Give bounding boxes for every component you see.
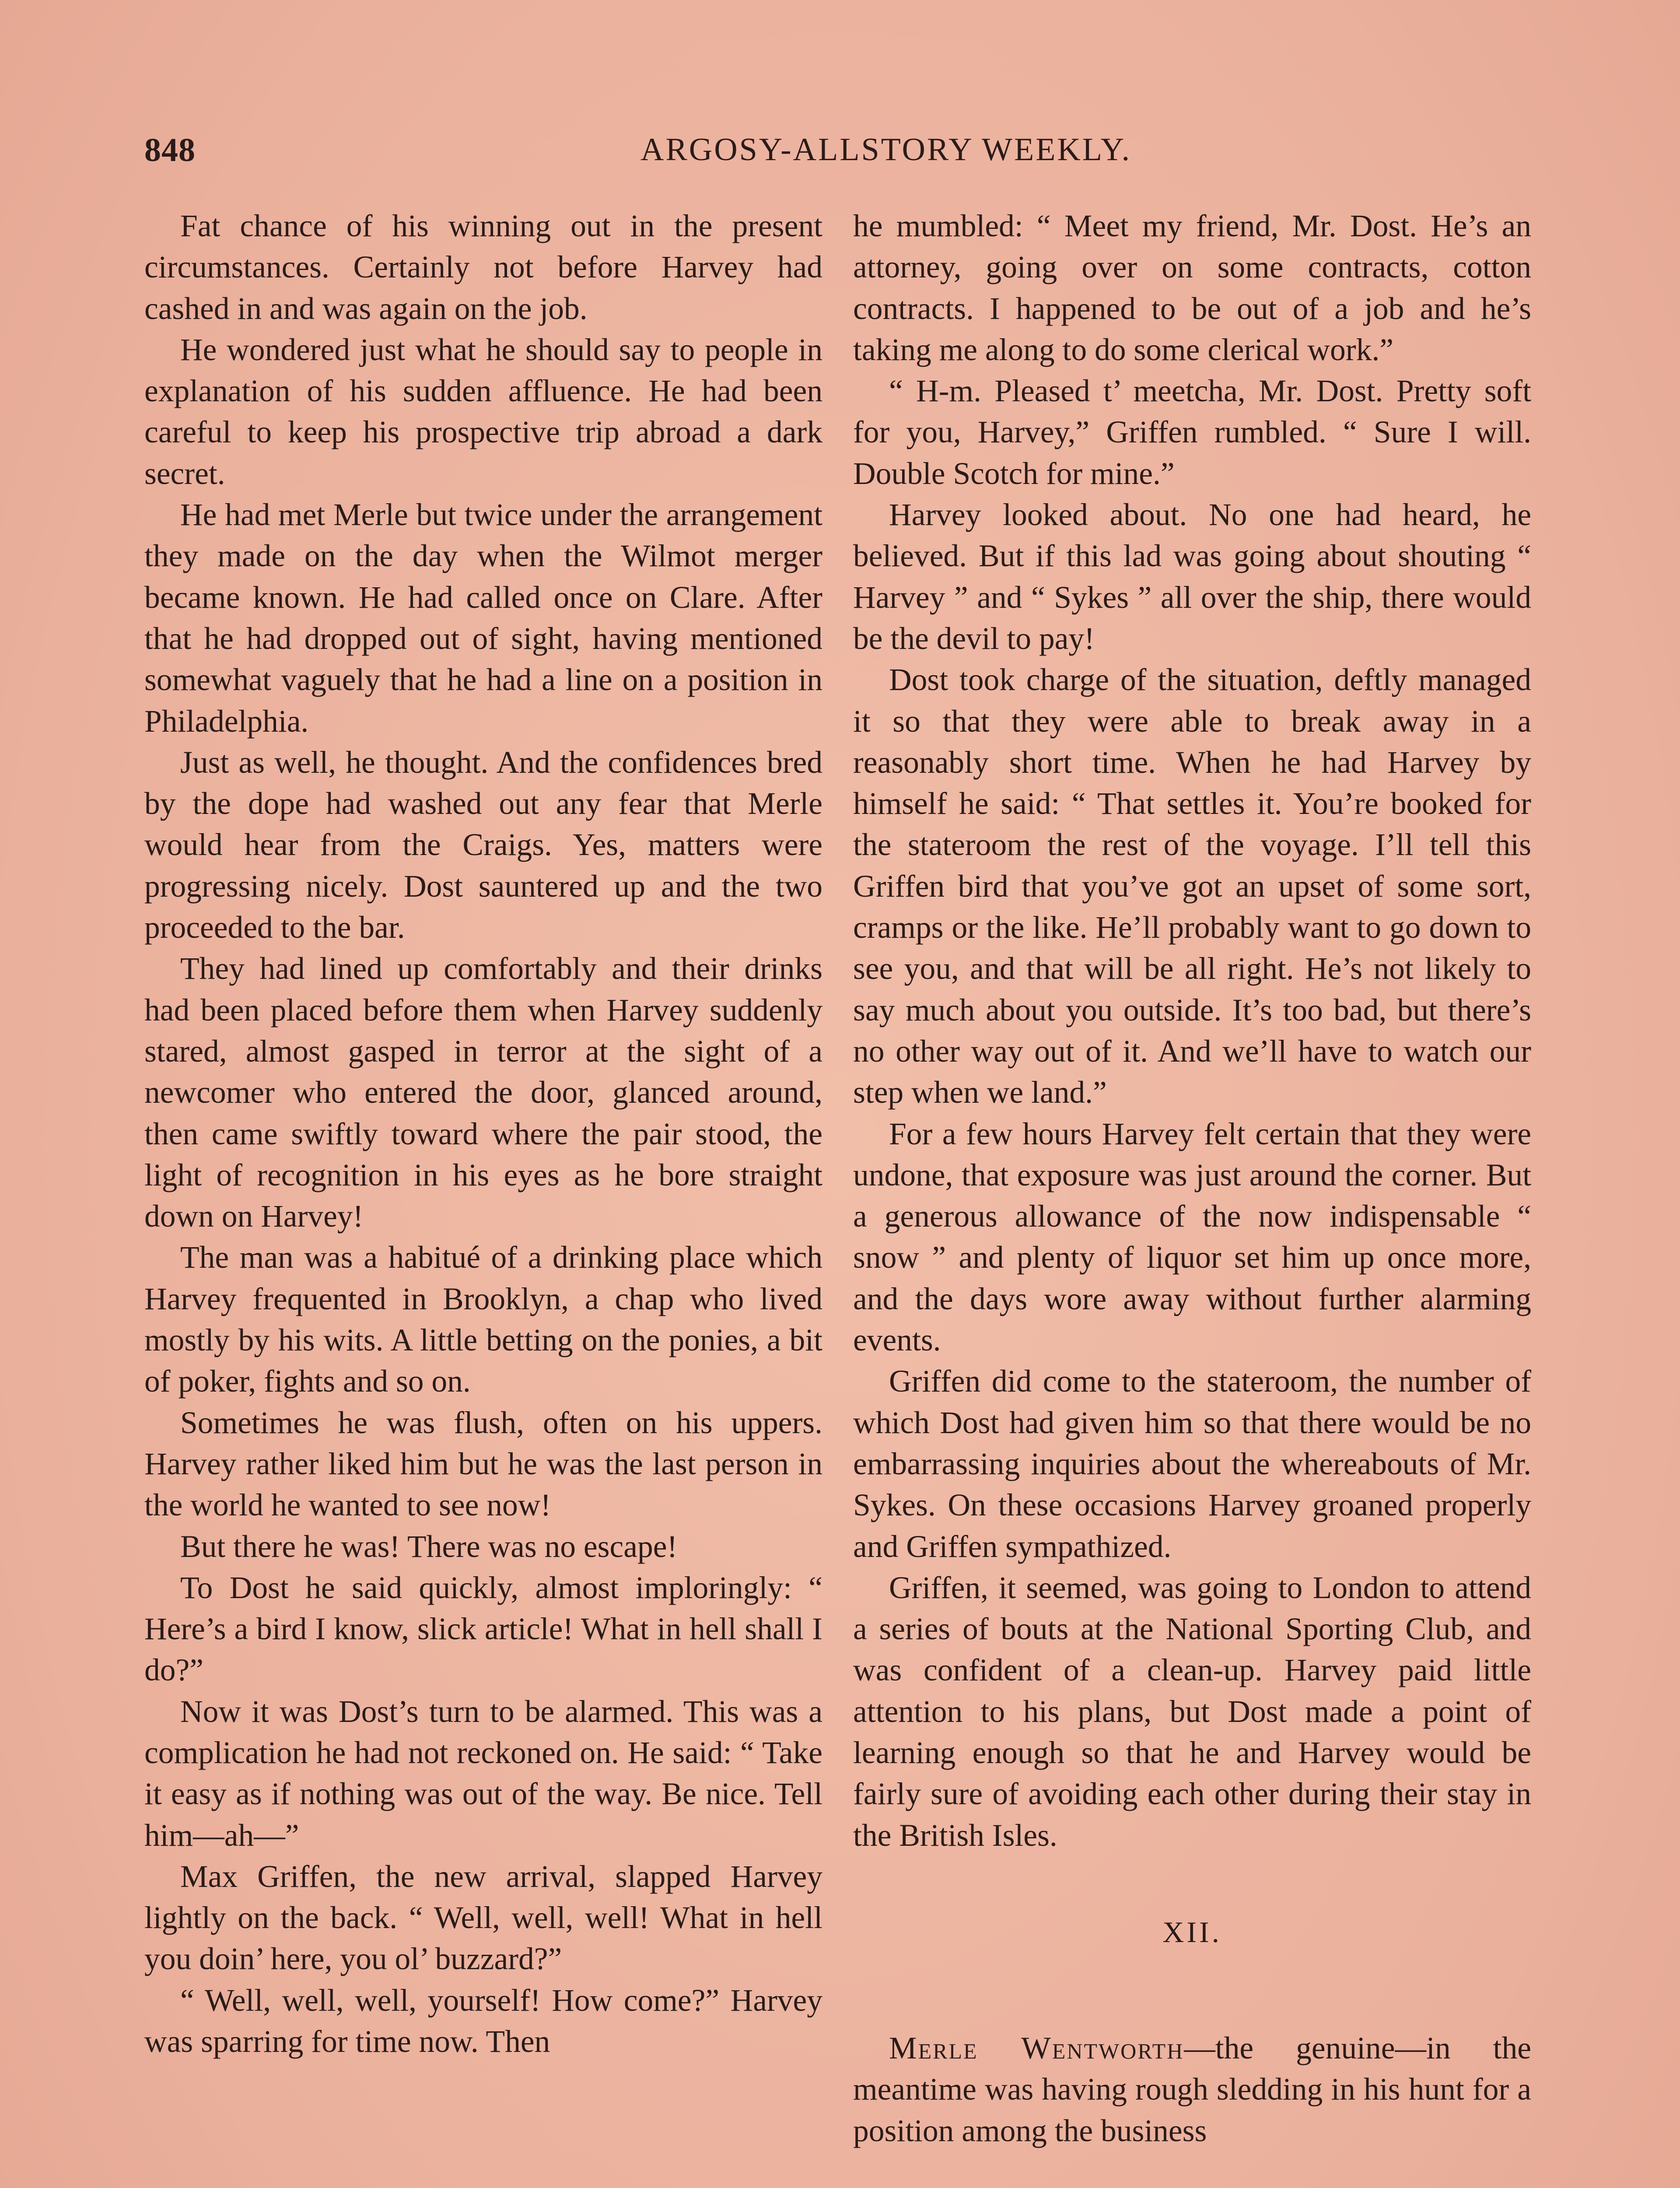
paragraph: Griffen did come to the stateroom, the number of which Dost had given him so that there would be no embarrassing inquiries about the whereabouts of Mr. Sykes. On these occasions Harvey groaned properly and Griffen sympathized.: [853, 1364, 1531, 1564]
page-header: [144, 131, 1531, 188]
paragraph: But there he was! There was no escape!: [180, 1529, 678, 1564]
opening-smallcaps: Merle Wentworth: [889, 2031, 1184, 2066]
paragraph: Dost took charge of the situation, deftly managed it so that they were able to break away in a reasonably short time. When he had Harvey by himself he said: “ That settles it. You’re booked for the stateroom the rest of the voyage. I’ll tell this Griffen bird that you’ve got an upset of some sort, cramps or the like. He’ll probably want to go down to see you, and that will be all right. He’s not likely to say much about you outside. It’s too bad, but there’s no other way out of it. And we’ll have to watch our step when we land.”: [853, 663, 1531, 1110]
paragraph: They had lined up comfortably and their drinks had been placed before them when Harvey suddenly stared, almost gasped in terror at the sight of a newcomer who entered the door, glanced around, then came swiftly toward where the pair stood, the light of recognition in his eyes as he bore straight down on Harvey!: [144, 951, 822, 1234]
paragraph: To Dost he said quickly, almost imploringly: “ Here’s a bird I know, slick article! What in hell shall I do?”: [144, 1570, 822, 1688]
opening-text: —the genuine—in the meantime was having rough sledding in his hunt for a position among the business: [853, 2031, 1532, 2148]
paragraph: “ Well, well, well, yourself! How come?” Harvey was sparring for time now. Then: [144, 1983, 822, 2059]
paragraph: The man was a habitué of a drinking place which Harvey frequented in Brooklyn, a chap who lived mostly by his wits. A little betting on the ponies, a bit of poker, fights and so on.: [144, 1240, 822, 1399]
page-number: 848: [144, 132, 196, 168]
paragraph: Fat chance of his winning out in the present circumstances. Certainly not before Harvey had cashed in and was again on the job.: [144, 209, 822, 326]
paragraph: For a few hours Harvey felt certain that they were undone, that exposure was just around the corner. But a generous allowance of the now indispensable “ snow ” and plenty of liquor set him up once more, and the days wore away without further alarming events.: [853, 1116, 1531, 1358]
paragraph: Harvey looked about. No one had heard, he believed. But if this lad was going about shouting “ Harvey ” and “ Sykes ” all over the ship, there would be the devil to pay!: [853, 498, 1531, 656]
right-column: [853, 206, 1531, 2152]
paragraph: Griffen, it seemed, was going to London to attend a series of bouts at the National Sporting Club, and was confident of a clean-up. Harvey paid little attention to his plans, but Dost made a point of learning enough so that he and Harvey would be fairly sure of avoiding each other during their stay in the British Isles.: [853, 1570, 1531, 1853]
paragraph: Max Griffen, the new arrival, slapped Harvey lightly on the back. “ Well, well, well! What in hell you doin’ here, you ol’ buzzard?”: [144, 1859, 822, 1977]
paragraph: Sometimes he was flush, often on his uppers. Harvey rather liked him but he was the last person in the world he wanted to see now!: [144, 1405, 822, 1523]
paragraph: Now it was Dost’s turn to be alarmed. This was a complication he had not reckoned on. He said: “ Take it easy as if nothing was out of the way. Be nice. Tell him—ah—”: [144, 1694, 822, 1853]
chapter-heading: XII.: [1162, 1915, 1222, 1949]
paragraph: He wondered just what he should say to people in explanation of his sudden affluence. He had been careful to keep his prospective trip abroad a dark secret.: [144, 332, 822, 491]
left-column: [144, 206, 822, 2062]
running-head: ARGOSY-ALLSTORY WEEKLY.: [640, 132, 1132, 168]
paragraph: he mumbled: “ Meet my friend, Mr. Dost. He’s an attorney, going over on some contracts, cotton contracts. I happened to be out of a job and he’s taking me along to do some clerical work.”: [853, 209, 1531, 367]
paragraph: “ H-m. Pleased t’ meetcha, Mr. Dost. Pretty soft for you, Harvey,” Griffen rumbled. “ Sure I will. Double Scotch for mine.”: [853, 374, 1531, 491]
chapter-opening-paragraph: [853, 2028, 1531, 2152]
paragraph: He had met Merle but twice under the arrangement they made on the day when the Wilmot merger became known. He had called once on Clare. After that he had dropped out of sight, having mentioned somewhat vaguely that he had a line on a position in Philadelphia.: [144, 498, 822, 739]
paragraph: Just as well, he thought. And the confidences bred by the dope had washed out any fear that Merle would hear from the Craigs. Yes, matters were progressing nicely. Dost sauntered up and the two proceeded to the bar.: [144, 745, 822, 945]
